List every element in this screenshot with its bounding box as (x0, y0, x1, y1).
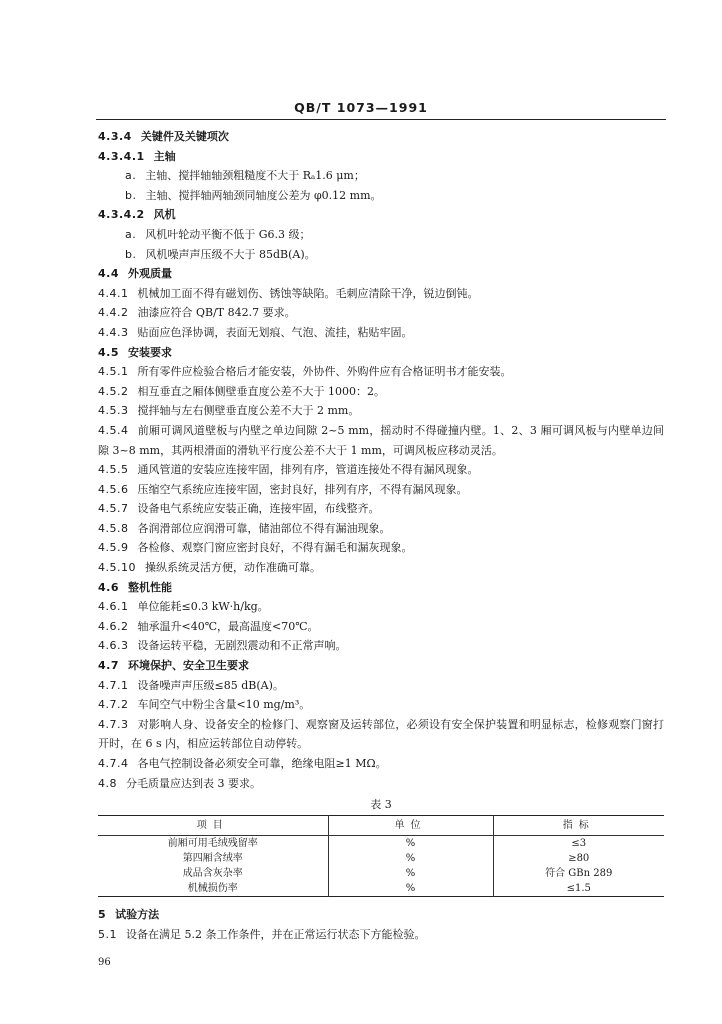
clause-text: 各检修、观察门窗应密封良好，不得有漏毛和漏灰现象。 (137, 541, 413, 555)
clause-number: 4.6 (98, 580, 119, 594)
clause-text: 风机噪声声压级不大于 85dB(A)。 (145, 247, 316, 261)
clause-line (98, 754, 664, 774)
cell-item: 机械损伤率 (98, 881, 328, 897)
clause-text: 油漆应符合 QB/T 842.7 要求。 (137, 306, 296, 320)
clause-number: b. (125, 188, 137, 202)
cell-index: ≥80 (493, 851, 664, 866)
clause-text: 外观质量 (128, 267, 172, 281)
clause-line (98, 636, 664, 656)
table-header-row (98, 816, 664, 836)
clause-number: 4.6.1 (98, 600, 129, 614)
clause-text: 各润滑部位应润滑可靠，储油部位不得有漏油现象。 (137, 521, 391, 535)
clause-number: 4.5.4 (98, 423, 129, 437)
clause-line (98, 421, 664, 460)
clause-text: 关键件及关键项次 (140, 130, 229, 143)
section-number: 5 (98, 908, 107, 922)
clause-text: 通风管道的安装应连接牢固，排列有序，管道连接处不得有漏风现象。 (137, 463, 479, 477)
clause-number: 4.3.4.1 (98, 149, 145, 163)
clause-number: 4.7.3 (98, 717, 129, 731)
clause-5-1 (98, 925, 664, 945)
clause-line (98, 323, 664, 343)
table-row (98, 851, 664, 866)
clause-number: 4.4.3 (98, 325, 129, 339)
clause-line (98, 558, 664, 578)
clause-line (98, 147, 664, 167)
cell-unit: % (328, 866, 493, 881)
cell-index: ≤3 (493, 836, 664, 852)
clause-text: 所有零件应检验合格后才能安装，外协件、外购件应有合格证明书才能安装。 (137, 365, 512, 379)
table-caption: 表 3 (370, 798, 392, 812)
clause-line (98, 127, 664, 147)
clause-line (98, 519, 664, 539)
clause-number: 4.5.7 (98, 502, 129, 516)
clause-number: 4.5.2 (98, 384, 129, 398)
clause-number: 4.7.2 (98, 698, 129, 712)
clause-number: 4.5 (98, 345, 119, 359)
clause-number: 4.4.2 (98, 306, 129, 320)
clause-number: 4.5.8 (98, 521, 129, 535)
page-number: 96 (98, 957, 111, 968)
clause-text: 主轴、搅拌轴轴颈粗糙度不大于 Rₐ1.6 μm； (145, 169, 365, 183)
clause-text: 车间空气中粉尘含量<10 mg/m³。 (137, 698, 311, 712)
clause-number: 4.4 (98, 267, 119, 281)
clause-line (98, 676, 664, 696)
clause-number: a. (125, 227, 137, 241)
clause-text: 设备噪声声压级≤85 dB(A)。 (137, 678, 284, 692)
clause-line (98, 401, 664, 421)
clause-text: 贴面应色泽协调，表面无划痕、气泡、流挂，粘贴牢固。 (137, 325, 413, 339)
clause-text: 风机叶轮动平衡不低于 G6.3 级； (145, 227, 311, 241)
clause-line (98, 480, 664, 500)
clause-text: 相互垂直之厢体侧壁垂直度公差不大于 1000：2。 (137, 384, 385, 398)
clause-text: 风机 (153, 208, 176, 222)
header-unit: 单位 (328, 816, 493, 836)
header-index: 指标 (493, 816, 664, 836)
clause-number: 4.6.2 (98, 619, 129, 633)
clause-text: 整机性能 (128, 580, 172, 594)
clause-line (98, 656, 664, 676)
cell-index: 符合 GBn 289 (493, 866, 664, 881)
clause-number: 4.8 (98, 776, 117, 790)
table-row (98, 881, 664, 897)
cell-unit: % (328, 836, 493, 852)
clause-number: 4.6.3 (98, 639, 129, 653)
clause-text: 搅拌轴与左右侧壁垂直度公差不大于 2 mm。 (137, 404, 360, 418)
clause-number: 4.5.9 (98, 541, 129, 555)
clause-line (98, 460, 664, 480)
clause-line (98, 578, 664, 598)
clause-number: 5.1 (98, 927, 117, 941)
clause-line (98, 303, 664, 323)
clause-text: 设备电气系统应安装正确，连接牢固，布线整齐。 (137, 502, 380, 516)
clause-line (98, 186, 664, 206)
clause-number: 4.5.1 (98, 365, 129, 379)
clause-text: 对影响人身、设备安全的检修门、观察窗及运转部位，必须设有安全保护装置和明显标志，检修观察门窗打开时，在 6 s 内，相应运转部位自动停转。 (98, 717, 664, 751)
clause-number: 4.4.1 (98, 286, 129, 300)
clause-line (98, 695, 664, 715)
clause-text: 操纵系统灵活方便，动作准确可靠。 (145, 561, 321, 575)
clause-number: 4.5.6 (98, 482, 129, 496)
clause-line (98, 343, 664, 363)
clause-text: 机械加工面不得有磁划伤、锈蚀等缺陷。毛刺应清除干净，锐边倒钝。 (137, 286, 479, 300)
clause-line (98, 225, 664, 245)
clause-number: 4.5.5 (98, 463, 129, 477)
table-row (98, 866, 664, 881)
clause-number: 4.7 (98, 659, 119, 673)
header-item: 项目 (98, 816, 328, 836)
document-body (98, 127, 664, 944)
clause-line (98, 538, 664, 558)
clause-line (98, 499, 664, 519)
header-rule (96, 119, 666, 120)
cell-index: ≤1.5 (493, 881, 664, 897)
clause-number: 4.5.3 (98, 404, 129, 418)
cell-unit: % (328, 851, 493, 866)
cell-item: 成品含灰杂率 (98, 866, 328, 881)
clause-line (98, 284, 664, 304)
section-title: 试验方法 (115, 908, 160, 922)
clause-text: 分毛质量应达到表 3 要求。 (126, 776, 261, 790)
clause-line (98, 617, 664, 637)
table-row (98, 836, 664, 852)
cell-unit: % (328, 881, 493, 897)
section-5-heading (98, 905, 664, 925)
clause-line (98, 166, 664, 186)
clause-text: 环境保护、安全卫生要求 (128, 659, 249, 673)
clause-line (98, 774, 664, 794)
standard-header: QB/T 1073—1991 (294, 100, 428, 115)
clause-text: 轴承温升<40℃，最高温度<70℃。 (137, 619, 319, 633)
clause-text: 单位能耗≤0.3 kW·h/kg。 (137, 600, 269, 614)
clause-text: 主轴 (153, 149, 176, 163)
clause-text: 主轴、搅拌轴两轴颈同轴度公差为 φ0.12 mm。 (145, 188, 382, 202)
clause-line (98, 382, 664, 402)
clause-text: 安装要求 (128, 345, 172, 359)
cell-item: 前厢可用毛绒残留率 (98, 836, 328, 852)
clause-line (98, 715, 664, 754)
clause-text: 设备在满足 5.2 条工作条件，并在正常运行状态下方能检验。 (126, 927, 426, 941)
clause-number: a. (125, 169, 137, 183)
clause-number: 4.5.10 (98, 561, 136, 575)
clause-number: 4.3.4 (98, 130, 132, 143)
clause-list (98, 127, 664, 793)
clause-text: 压缩空气系统应连接牢固，密封良好，排列有序，不得有漏风现象。 (137, 482, 468, 496)
cell-item: 第四厢含绒率 (98, 851, 328, 866)
clause-number: 4.7.1 (98, 678, 129, 692)
clause-number: b. (125, 247, 137, 261)
clause-line (98, 205, 664, 225)
clause-text: 各电气控制设备必须安全可靠，绝缘电阻≥1 MΩ。 (137, 757, 387, 770)
table-3 (98, 815, 664, 897)
clause-text: 前厢可调风道壁板与内壁之单边间隙 2~5 mm，摇动时不得碰撞内壁。1、2、3 厢可调风板与内壁单边间隙 3~8 mm，其两根滑面的滑轨平行度公差不大于 1 mm，可调风板应移动灵活。 (98, 423, 664, 457)
clause-text: 设备运转平稳，无剧烈震动和不正常声响。 (137, 639, 347, 653)
clause-line (98, 245, 664, 265)
clause-number: 4.3.4.2 (98, 208, 145, 222)
clause-line (98, 264, 664, 284)
clause-line (98, 362, 664, 382)
clause-number: 4.7.4 (98, 757, 129, 770)
clause-line (98, 597, 664, 617)
